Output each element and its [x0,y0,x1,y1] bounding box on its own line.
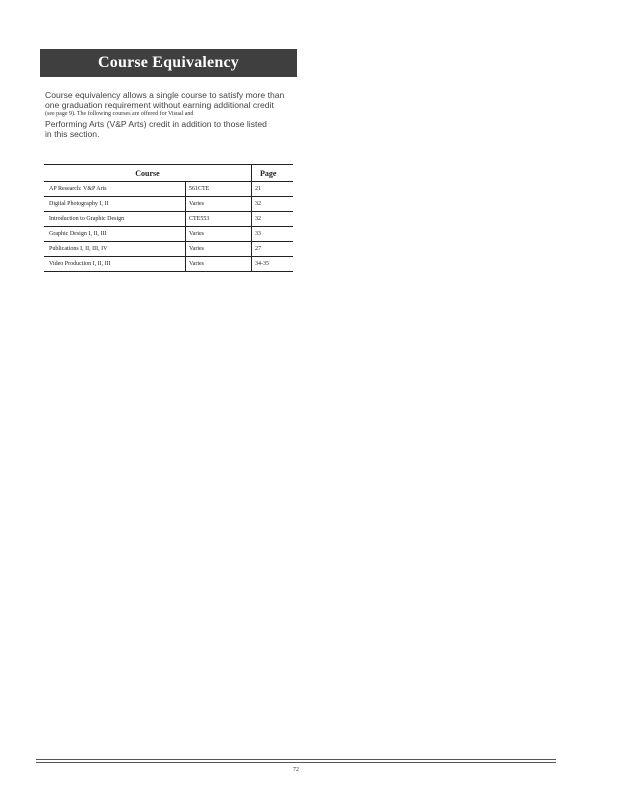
page-ref-cell: 32 [252,197,294,212]
course-code-cell: CTE553 [186,212,252,227]
footer-divider-bottom [36,762,556,763]
footer-divider-top [36,759,556,760]
table-header-row [44,165,293,182]
course-code-cell: Varies [186,227,252,242]
page-ref-cell: 33 [252,227,294,242]
course-code-cell: Varies [186,197,252,212]
page-ref-cell: 34-35 [252,257,294,272]
page-ref-cell: 32 [252,212,294,227]
page-title: Course Equivalency [98,54,239,71]
table-row [44,257,293,272]
column-header-course: Course [44,165,252,182]
intro-line-4: Performing Arts (V&P Arts) credit in addition to those listed [45,119,267,129]
table-row [44,227,293,242]
course-equivalency-table [44,164,293,272]
table-row [44,197,293,212]
course-name-cell: Graphic Design I, II, III [44,227,186,242]
page-number: 72 [293,767,299,773]
intro-paragraph [45,90,295,139]
table-row [44,182,293,197]
intro-line-3: (see page 9). The following courses are offered for Visual and [45,111,194,117]
course-name-cell: Digital Photography I, II [44,197,186,212]
intro-line-2: one graduation requirement without earning additional credit [45,100,274,110]
column-header-page: Page [252,165,294,182]
course-name-cell: Video Production I, II, III [44,257,186,272]
course-code-cell: Varies [186,242,252,257]
intro-line-5: in this section. [45,129,100,139]
page-ref-cell: 27 [252,242,294,257]
course-code-cell: 561CTE [186,182,252,197]
course-name-cell: Introduction to Graphic Design [44,212,186,227]
page-title-bar [40,49,297,77]
course-name-cell: AP Research: V&P Arts [44,182,186,197]
table-row [44,212,293,227]
course-code-cell: Varies [186,257,252,272]
course-name-cell: Publications I, II, III, IV [44,242,186,257]
table-row [44,242,293,257]
page-ref-cell: 21 [252,182,294,197]
intro-line-1: Course equivalency allows a single course to satisfy more than [45,90,285,100]
